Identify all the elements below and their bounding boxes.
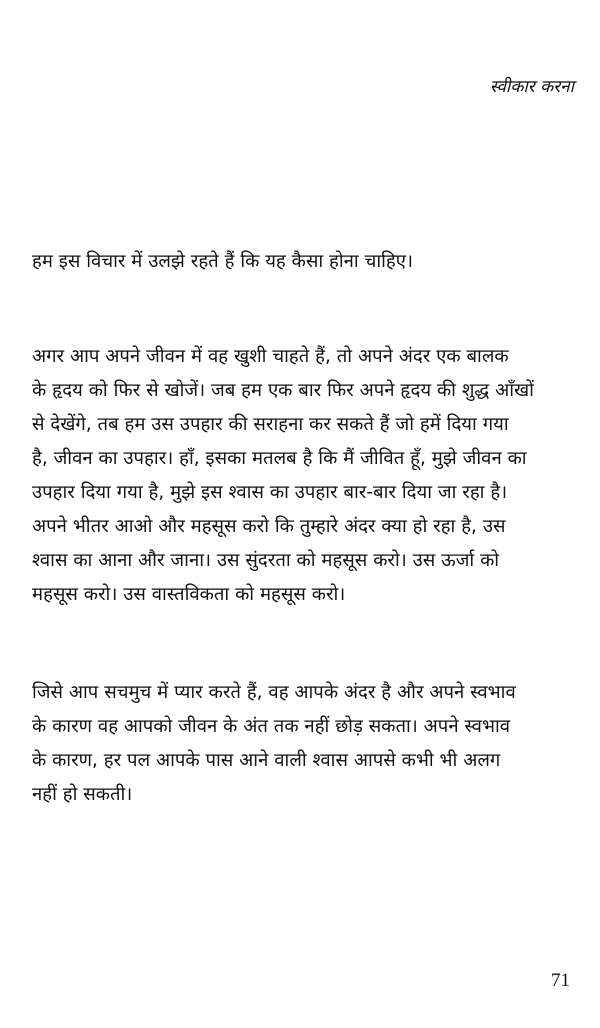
- text-line: है, जीवन का उपहार। हाँ, इसका मतलब है कि मैं जीवित हूँ, मुझे जीवन का: [32, 448, 527, 469]
- text-line: के हृदय को फिर से खोजें। जब हम एक बार फिर अपने हृदय की शुद्ध आँखों: [32, 380, 534, 401]
- text-line: के कारण, हर पल आपके पास आने वाली श्वास आपसे कभी भी अलग: [32, 750, 501, 771]
- text-line: जिसे आप सचमुच में प्यार करते हैं, वह आपके अंदर है और अपने स्वभाव: [32, 682, 516, 703]
- text-line: अपने भीतर आओ और महसूस करो कि तुम्हारे अंदर क्या हो रहा है, उस: [32, 516, 506, 537]
- text-line: नहीं हो सकती।: [32, 784, 133, 805]
- paragraph-1: [32, 245, 572, 279]
- text-line: हम इस विचार में उलझे रहते हैं कि यह कैसा होना चाहिए।: [32, 251, 413, 272]
- paragraph-2: [32, 340, 572, 612]
- running-title: स्वीकार करना: [489, 77, 574, 97]
- text-line: से देखेंगे, तब हम उस उपहार की सराहना कर सकते हैं जो हमें दिया गया: [32, 414, 509, 435]
- text-line: श्वास का आना और जाना। उस सुंदरता को महसूस करो। उस ऊर्जा को: [32, 550, 500, 571]
- text-line: महसूस करो। उस वास्तविकता को महसूस करो।: [32, 584, 346, 605]
- paragraph-3: [32, 676, 572, 812]
- text-line: अगर आप अपने जीवन में वह खुशी चाहते हैं, तो अपने अंदर एक बालक: [32, 346, 509, 367]
- page-number: 71: [551, 970, 570, 991]
- text-line: उपहार दिया गया है, मुझे इस श्वास का उपहार बार-बार दिया जा रहा है।: [32, 482, 508, 503]
- text-line: के कारण वह आपको जीवन के अंत तक नहीं छोड़ सकता। अपने स्वभाव: [32, 716, 511, 737]
